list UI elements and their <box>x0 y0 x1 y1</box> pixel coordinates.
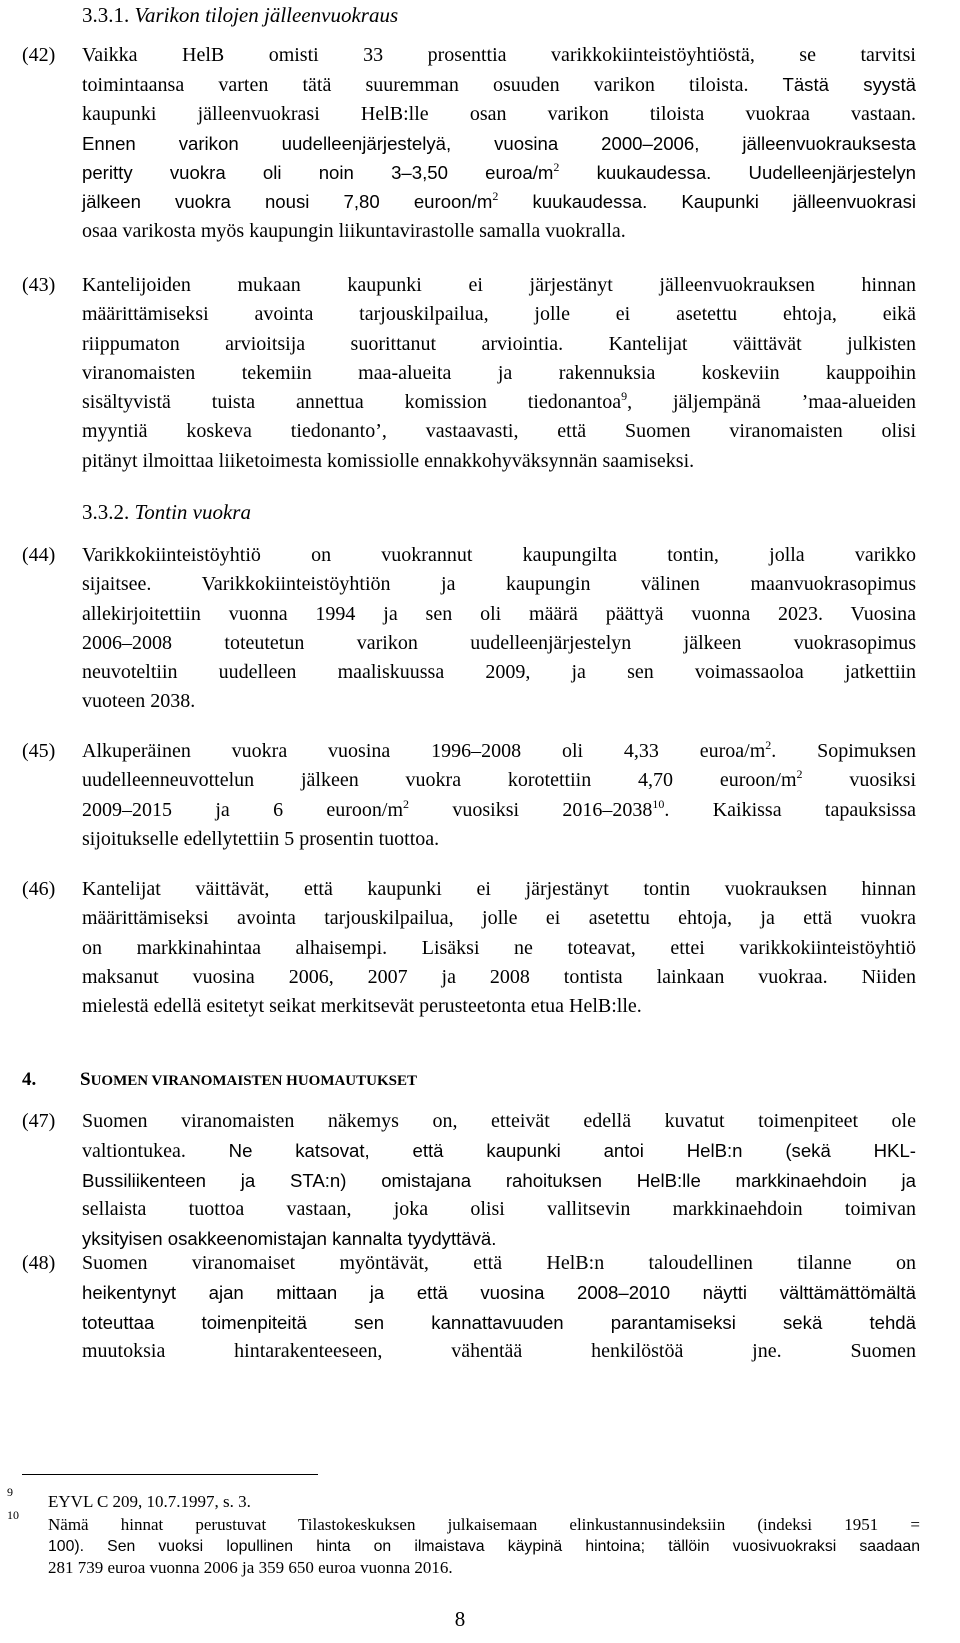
text-line: heikentynyt ajan mittaan ja että vuosina 2008–2010 näytti välttämättömältä <box>82 1282 916 1304</box>
text-line: osaa varikosta myös kaupungin liikuntavirastolle samalla vuokralla. <box>82 219 626 242</box>
text-line: riippumaton arvioitsija suorittanut arviointia. Kantelijat väittävät julkisten <box>82 332 917 355</box>
text-line: 2009–2015 ja 6 euroon/$m^2$ vuosiksi 2016–2038$^{10}$. Kaikissa tapauksissa <box>82 796 916 821</box>
text-line: 2006–2008 toteutetun varikon uudelleenjärjestelyn jälkeen vuokrasopimus <box>82 631 916 654</box>
text-line: valtiontukea. Ne katsovat, että kaupunki antoi HelB:n (sekä HKL- <box>82 1140 916 1163</box>
paragraph-number: (47) <box>22 1110 56 1132</box>
text-line: sisältyvistä tuista annettua komission tiedonantoa$^9$, jäljempänä ’maa-alueiden <box>82 389 916 414</box>
text-line: Varikkokiinteistöyhtiö on vuokrannut kaupungilta tontin, jolla varikko <box>82 544 916 566</box>
section-heading-4: 4. SUOMEN VIRANOMAISTEN HUOMAUTUKSET <box>22 1069 417 1090</box>
text-line: muutoksia hintarakenteeseen, vähentää henkilöstöä jne. Suomen <box>82 1339 916 1362</box>
footnote-number: 10 <box>7 1508 19 1522</box>
paragraph-number: (43) <box>22 274 56 296</box>
text-line: peritty vuokra oli noin 3–3,50 euroa/$m^2$ kuukaudessa. Uudelleenjärjestelyn <box>82 160 917 184</box>
footnote-number: 9 <box>7 1485 13 1499</box>
text-line: jälkeen vuokra nousi 7,80 euroon/$m^2$ kuukaudessa. Kaupunki jälleenvuokrasi <box>82 189 917 213</box>
footnote-ref-9[interactable]: 9 <box>621 389 628 404</box>
text-line: yksityisen osakkeenomistajan kannalta tyydyttävä. <box>82 1228 497 1250</box>
text-line: toimintaansa varten tätä suuremman osuuden varikon tiloista. Tästä syystä <box>82 74 916 97</box>
text-line: Suomen viranomaisten näkemys on, etteivät edellä kuvatut toimenpiteet ole <box>82 1110 916 1132</box>
text-line: Alkuperäinen vuokra vuosina 1996–2008 oli 4,33 euroa/$m^2$. Sopimuksen <box>82 738 916 762</box>
text-line: Bussiliikenteen ja STA:n) omistajana rahoituksen HelB:lle markkinaehdoin ja <box>82 1169 916 1191</box>
footnote-text: 281 739 euroa vuonna 2006 ja 359 650 euroa vuonna 2016. <box>48 1558 453 1577</box>
footnote-ref-10[interactable]: 10 <box>652 796 665 811</box>
text-line: neuvoteltiin uudelleen maaliskuussa 2009, ja sen voimassaoloa jatkettiin <box>82 661 916 684</box>
section-heading-3-3-2 <box>82 499 251 525</box>
text-line: on markkinahintaa alhaisempi. Lisäksi ne toteavat, ettei varikkokiinteistöyhtiö <box>82 936 916 959</box>
section-heading-3-3-1 <box>82 2 398 28</box>
text-line: pitänyt ilmoittaa liiketoimesta komissiolle ennakkohyväksynnän saamiseksi. <box>82 449 695 472</box>
text-line: kaupunki jälleenvuokrasi HelB:lle osan varikon tiloista vuokraa vastaan. <box>82 102 916 125</box>
footnote-separator <box>22 1474 318 1475</box>
text-line: mielestä edellä esitetyt seikat merkitsevät perusteetonta etua HelB:lle. <box>82 995 642 1018</box>
text-line: sellaista tuottoa vastaan, joka olisi vallitsevin markkinaehdoin toimivan <box>82 1197 916 1220</box>
text-line: allekirjoitettiin vuonna 1994 ja sen oli määrä päättyä vuonna 2023. Vuosina <box>82 602 916 625</box>
text-line: Kantelijat väittävät, että kaupunki ei järjestänyt tontin vuokrauksen hinnan <box>82 878 916 900</box>
footnote-text: 100). Sen vuoksi lopullinen hinta on ilmaistava käypinä hintoina; tällöin vuosivuokraksi saadaan <box>48 1537 920 1555</box>
text-line: viranomaisten tekemiin maa-alueita ja rakennuksia koskeviin kauppoihin <box>82 361 916 384</box>
section-title: Varikon tilojen jälleenvuokraus <box>134 3 399 27</box>
text-line: Kantelijoiden mukaan kaupunki ei järjestänyt jälleenvuokrauksen hinnan <box>82 274 916 296</box>
section-title: Tontin vuokra <box>134 500 251 524</box>
section-number: 3.3.1. <box>82 3 130 27</box>
text-line: määrittämiseksi avointa tarjouskilpailua, jolle ei asetettu ehtoja, ja että vuokra <box>82 907 916 930</box>
section-number: 4. <box>22 1069 37 1090</box>
text-line: määrittämiseksi avointa tarjouskilpailua, jolle ei asetettu ehtoja, eikä <box>82 303 916 326</box>
section-number: 3.3.2. <box>82 500 130 524</box>
footnote-text: Nämä hinnat perustuvat Tilastokeskuksen julkaisemaan elinkustannusindeksiin (indeksi 1951 = <box>48 1515 920 1534</box>
text-line: myyntiä koskeva tiedonanto’, vastaavasti, että Suomen viranomaisten olisi <box>82 420 916 443</box>
text-line: Suomen viranomaiset myöntävät, että HelB:n taloudellinen tilanne on <box>82 1252 916 1274</box>
page-number: 8 <box>454 1607 466 1631</box>
paragraph-number: (44) <box>22 544 56 566</box>
text-line: sijoitukselle edellytettiin 5 prosentin tuottoa. <box>82 827 440 850</box>
text-line: toteuttaa toimenpiteitä sen kannattavuuden parantamiseksi sekä tehdä <box>82 1311 916 1333</box>
text-line: vuoteen 2038. <box>82 690 196 713</box>
paragraph-number: (42) <box>22 44 56 66</box>
paragraph-number: (45) <box>22 740 56 762</box>
text-line: Ennen varikon uudelleenjärjestelyä, vuosina 2000–2006, jälleenvuokrauksesta <box>82 132 916 154</box>
text-line: Vaikka HelB omisti 33 prosenttia varikkokiinteistöyhtiöstä, se tarvitsi <box>82 44 916 66</box>
text-line: maksanut vuosina 2006, 2007 ja 2008 tontista lainkaan vuokraa. Niiden <box>82 965 916 988</box>
footnote-text: EYVL C 209, 10.7.1997, s. 3. <box>48 1492 251 1511</box>
paragraph-number: (48) <box>22 1252 56 1274</box>
text-line: sijaitsee. Varikkokiinteistöyhtiön ja kaupungin välinen maanvuokrasopimus <box>82 573 916 596</box>
paragraph-number: (46) <box>22 878 56 900</box>
text-line: uudelleenneuvottelun jälkeen vuokra korotettiin 4,70 euroon/$m^2$ vuosiksi <box>82 767 916 792</box>
